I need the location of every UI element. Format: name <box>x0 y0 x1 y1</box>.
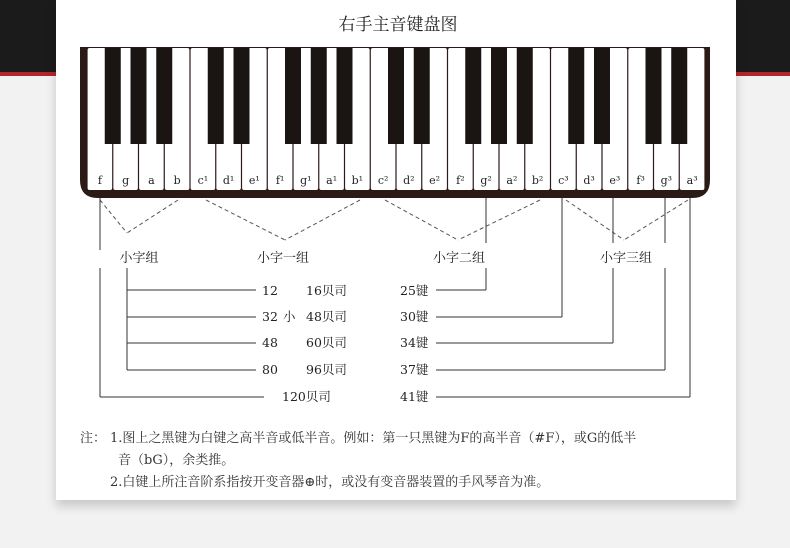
black-key <box>414 48 430 144</box>
note-line-3: 2.白键上所注音阶系指按开变音器⊕时，或没有变音器装置的手风琴音为准。 <box>110 475 550 490</box>
notes <box>80 430 636 490</box>
black-key <box>517 48 533 144</box>
white-key-label: d³ <box>583 174 595 187</box>
group-label-small-one: 小字一组 <box>256 251 310 266</box>
black-key <box>285 48 301 144</box>
row-5-keys: 41键 <box>400 389 429 404</box>
white-key-label: d¹ <box>222 174 235 187</box>
group-brackets <box>100 200 688 240</box>
black-key <box>465 48 481 144</box>
note-line-1: 1.图上之黑键为白键之高半音或低半音。例如：第一只黑键为F的高半音（#F），或G的低半 <box>110 431 637 446</box>
black-key <box>671 48 687 144</box>
group-label-small-three: 小字三组 <box>599 251 653 266</box>
black-key <box>388 48 404 144</box>
white-key-label: g³ <box>660 174 673 187</box>
white-key-label: c¹ <box>197 174 209 187</box>
white-key-label: a² <box>506 174 518 187</box>
row-3-bass: 60贝司 <box>306 335 347 350</box>
range-lines <box>100 198 690 397</box>
black-key <box>156 48 172 144</box>
black-key <box>594 48 610 144</box>
diagram-title: 右手主音键盘图 <box>338 15 458 35</box>
row-2-mid: 小 <box>283 309 296 324</box>
row-1-bass: 16贝司 <box>306 283 347 298</box>
white-key-label: f <box>97 174 102 187</box>
row-4-bass: 96贝司 <box>306 362 347 377</box>
note-line-2: 音（bG），余类推。 <box>118 453 235 468</box>
white-key-label: a¹ <box>326 174 338 187</box>
white-key-label: b² <box>531 174 544 187</box>
black-key <box>105 48 121 144</box>
white-key-label: g² <box>480 174 492 187</box>
row-3-left: 48 <box>262 335 278 350</box>
row-5-bass: 120贝司 <box>282 389 331 404</box>
black-key <box>208 48 224 144</box>
row-1-left: 12 <box>262 283 278 298</box>
row-4-left: 80 <box>262 362 278 377</box>
white-key-label: e¹ <box>248 174 260 187</box>
white-key-label: c² <box>377 174 389 187</box>
row-4-keys: 37键 <box>400 362 429 377</box>
white-key-label: a³ <box>686 174 698 187</box>
white-key-label: e³ <box>609 174 621 187</box>
row-2-left: 32 <box>262 309 278 324</box>
white-key-label: f¹ <box>275 174 285 187</box>
white-key-label: f³ <box>636 174 645 187</box>
black-key <box>491 48 507 144</box>
note-prefix: 注： <box>80 431 107 446</box>
white-key-label: a <box>148 174 155 187</box>
row-3-keys: 34键 <box>400 335 429 350</box>
white-key-label: f² <box>456 174 465 187</box>
black-key <box>337 48 353 144</box>
group-label-small-two: 小字二组 <box>432 251 486 266</box>
black-key <box>646 48 662 144</box>
white-key-label: g <box>122 174 130 187</box>
black-key <box>311 48 327 144</box>
black-key <box>234 48 250 144</box>
white-key-label: b¹ <box>351 174 364 187</box>
row-2-keys: 30键 <box>400 309 429 324</box>
row-2-bass: 48贝司 <box>306 309 347 324</box>
white-key-label: b <box>173 174 181 187</box>
black-key <box>568 48 584 144</box>
black-key <box>131 48 147 144</box>
white-key-label: e² <box>429 174 441 187</box>
white-key-label: d² <box>403 174 415 187</box>
group-label-small: 小字组 <box>119 251 159 266</box>
bass-key-table <box>262 283 429 404</box>
white-key-label: g¹ <box>300 174 312 187</box>
white-key-label: c³ <box>558 174 569 187</box>
row-1-keys: 25键 <box>400 283 429 298</box>
